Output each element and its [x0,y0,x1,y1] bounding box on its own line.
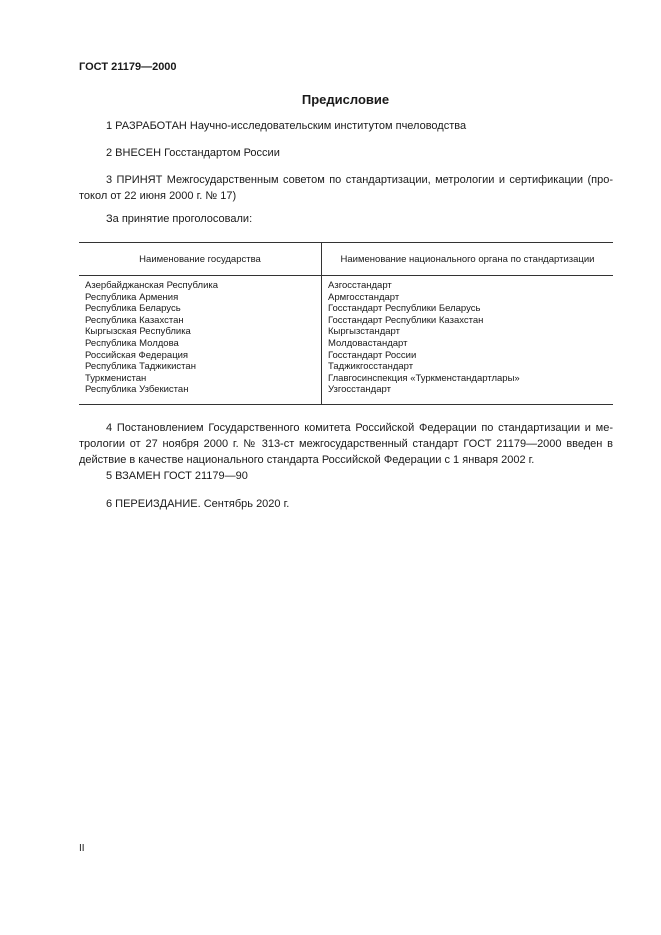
paragraph-replaces: 5 ВЗАМЕН ГОСТ 21179—90 [106,470,248,482]
bodies-cell [322,276,614,405]
standards-body-name: Азгосстандарт [328,280,392,291]
standards-body-name: Госстандарт Республики Беларусь [328,303,481,315]
state-name: Азербайджанская Республика [85,280,219,291]
state-name: Республика Беларусь [85,303,181,315]
document-code: ГОСТ 21179—2000 [79,61,177,73]
state-name: Республика Молдова [85,337,179,349]
paragraph-developed: 1 РАЗРАБОТАН Научно-исследовательским институтом пчеловодства [106,120,467,132]
header-body: Наименование национального органа по стандартизации [322,243,614,276]
state-name: Республика Таджикистан [85,361,196,373]
state-name: Кыргызская Республика [85,326,191,338]
header-state: Наименование государства [79,243,322,276]
standards-body-name: Таджикгосстандарт [328,361,414,373]
standards-body-name: Кыргызстандарт [328,326,400,338]
page-title: Предисловие [301,92,390,107]
standards-body-name: Главгосинспекция «Туркменстандартлары» [328,372,520,384]
paragraph-voted: За принятие проголосовали: [106,213,253,225]
paragraph-introduced: 2 ВНЕСЕН Госстандартом России [106,147,280,159]
state-name: Республика Армения [85,291,179,303]
page-number: II [79,843,85,854]
state-name: Республика Узбекистан [85,384,189,396]
standards-body-name: Молдовастандарт [328,337,408,349]
standards-body-name: Госстандарт Республики Казахстан [328,314,484,326]
paragraph-resolution: 4 Постановлением Государственного комитета Российской Федерации по стандартизации и ме-трологии от 27 ноября 2000 г. № 313-ст межгосударственный стандарт ГОСТ 21179—2000 введен в действие в качестве национального стандарта Российской Федерации с 1 января 2002 г. [79,422,613,466]
state-name: Российская Федерация [85,349,189,361]
voting-table [79,242,613,405]
standards-body-name: Узгосстандарт [328,384,391,396]
table-row [79,276,613,405]
state-name: Туркменистан [85,372,147,384]
state-name: Республика Казахстан [85,314,184,326]
standards-body-name: Госстандарт России [328,349,417,361]
paragraph-adopted: 3 ПРИНЯТ Межгосударственным советом по стандартизации, метрологии и сертификации (про-токол от 22 июня 2000 г. № 17) [79,174,613,202]
paragraph-reissue: 6 ПЕРЕИЗДАНИЕ. Сентябрь 2020 г. [106,498,290,510]
states-cell [79,276,322,405]
table-header-row [79,243,613,276]
standards-body-name: Армгосстандарт [328,291,400,303]
